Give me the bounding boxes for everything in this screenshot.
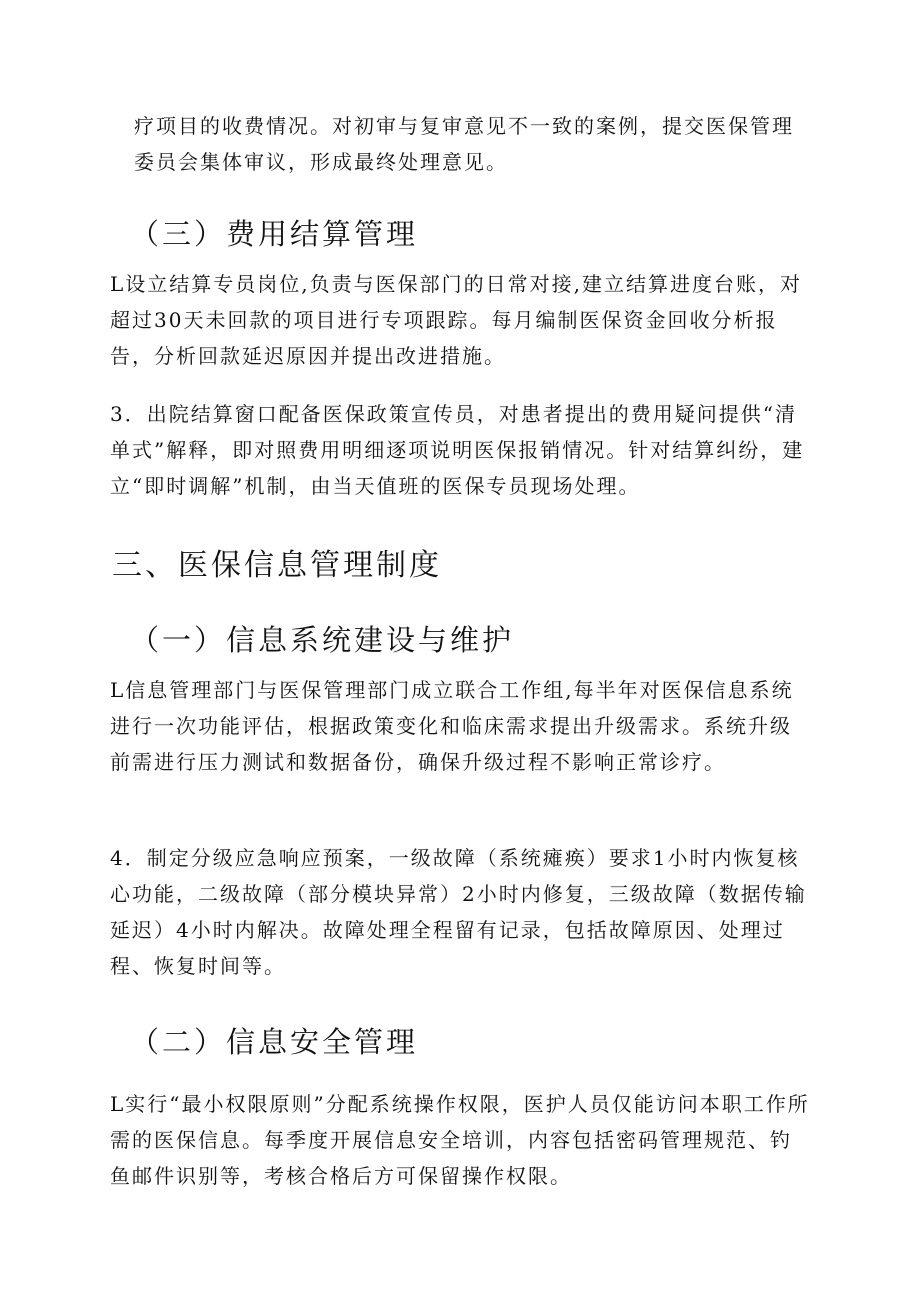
paragraph-discharge-window: 3．出院结算窗口配备医保政策宣传员，对患者提出的费用疑问提供“清单式”解释，即对照费用明细逐项说明医保报销情况。针对结算纠纷，建立“即时调解”机制，由当天值班的医保专员现场处理。 [110,402,805,498]
paragraph-joint-working-group: L信息管理部门与医保管理部门成立联合工作组,每半年对医保信息系统进行一次功能评估，根据政策变化和临床需求提出升级需求。系统升级前需进行压力测试和数据备份，确保升级过程不影响正常诊疗。 [110,678,794,774]
heading-system-construction: （一）信息系统建设与维护 [130,623,515,657]
paragraph-emergency-plan: 4．制定分级应急响应预案，一级故障（系统瘫痪）要求1小时内恢复核心功能，二级故障（部分模块异常）2小时内修复，三级故障（数据传输延迟）4小时内解决。故障处理全程留有记录，包括故障原因、处理过程、恢复时间等。 [110,846,807,978]
heading-fee-settlement: （三）费用结算管理 [130,217,419,251]
paragraph-review-continuation: 疗项目的收费情况。对初审与复审意见不一致的案例，提交医保管理委员会集体审议，形成最终处理意见。 [134,114,794,174]
paragraph-least-privilege: L实行“最小权限原则”分配系统操作权限，医护人员仅能访问本职工作所需的医保信息。每季度开展信息安全培训，内容包括密码管理规范、钓鱼邮件识别等，考核合格后方可保留操作权限。 [110,1092,810,1188]
heading-info-management: 三、医保信息管理制度 [112,548,442,583]
paragraph-settlement-staff: L设立结算专员岗位,负责与医保部门的日常对接,建立结算进度台账，对超过30天未回款的项目进行专项跟踪。每月编制医保资金回收分析报告，分析回款延迟原因并提出改进措施。 [110,272,802,368]
heading-info-security: （二）信息安全管理 [130,1025,419,1059]
